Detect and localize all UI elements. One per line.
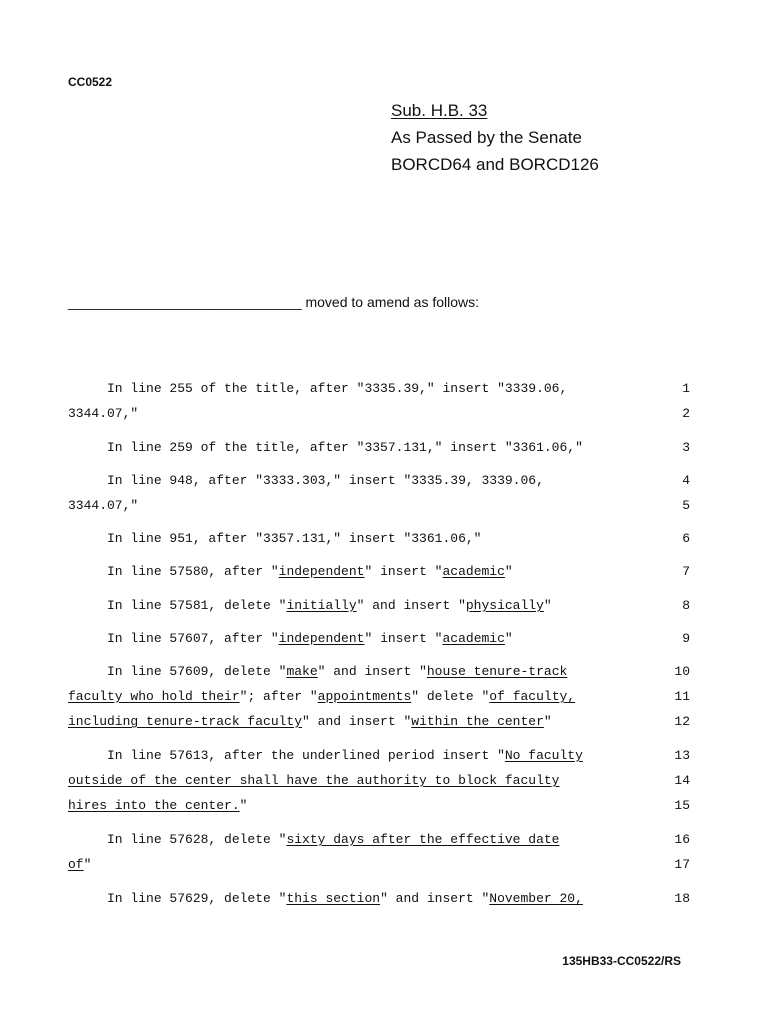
amendment-line-9 [68, 631, 513, 646]
line-number: 17 [674, 857, 690, 872]
line-text: 3344.07," [68, 406, 139, 421]
footer-document-code: 135HB33-CC0522/RS [562, 954, 681, 968]
line-number: 1 [682, 381, 690, 396]
amendment-line-16 [68, 832, 559, 847]
line-number: 5 [682, 498, 690, 513]
amendment-line-5 [68, 498, 138, 513]
amendment-line-13 [68, 748, 583, 763]
line-text: " insert " [364, 631, 443, 646]
underlined-text: independent [278, 631, 365, 646]
line-text: " and insert " [380, 891, 490, 906]
amendment-line-1 [68, 381, 567, 396]
underlined-text: independent [278, 564, 365, 579]
line-text: In line 57609, delete " [68, 664, 287, 679]
underlined-text: this section [286, 891, 381, 906]
underlined-text: physically [465, 598, 544, 613]
line-number: 9 [682, 631, 690, 646]
amendment-line-2 [68, 406, 138, 421]
line-number: 13 [674, 748, 690, 763]
line-number: 14 [674, 773, 690, 788]
underlined-text: No faculty [504, 748, 583, 763]
amendment-line-6 [68, 531, 481, 546]
line-number: 11 [674, 689, 690, 704]
line-text: " [543, 598, 552, 613]
line-text: " and insert " [317, 664, 427, 679]
line-text: In line 57581, delete " [68, 598, 287, 613]
line-number: 7 [682, 564, 690, 579]
line-number: 4 [682, 473, 690, 488]
underlined-text: house tenure-track [426, 664, 568, 679]
line-text: " [543, 714, 552, 729]
amendment-line-3 [68, 440, 583, 455]
line-number: 6 [682, 531, 690, 546]
amendment-line-12 [68, 714, 552, 729]
amendment-line-10 [68, 664, 567, 679]
line-text: " and insert " [356, 598, 466, 613]
underlined-text: academic [442, 564, 505, 579]
mover-text: moved to amend as follows: [301, 294, 480, 310]
underlined-text: within the center [411, 714, 544, 729]
line-text: 3344.07," [68, 498, 139, 513]
underlined-text: appointments [317, 689, 412, 704]
underlined-text: including tenure-track faculty [68, 714, 303, 729]
line-text: " [504, 564, 513, 579]
line-number: 15 [674, 798, 690, 813]
amendment-line-8 [68, 598, 552, 613]
line-text: In line 57580, after " [68, 564, 279, 579]
underlined-text: hires into the center. [68, 798, 240, 813]
underlined-text: initially [286, 598, 357, 613]
line-text: "; after " [239, 689, 318, 704]
line-text: " [83, 857, 92, 872]
line-number: 2 [682, 406, 690, 421]
underlined-text: of faculty, [489, 689, 576, 704]
underlined-text: make [286, 664, 318, 679]
mover-name-blank: ______________________________ [68, 294, 302, 310]
amendment-line-15 [68, 798, 247, 813]
mover-statement [68, 294, 479, 310]
line-text: In line 57607, after " [68, 631, 279, 646]
line-number: 18 [674, 891, 690, 906]
amendment-line-17 [68, 857, 91, 872]
line-text: In line 948, after "3333.303," insert "3335.39, 3339.06, [68, 473, 544, 488]
line-text: In line 951, after "3357.131," insert "3361.06," [68, 531, 482, 546]
underlined-text: faculty who hold their [68, 689, 240, 704]
line-text: In line 57629, delete " [68, 891, 287, 906]
line-text: " insert " [364, 564, 443, 579]
line-text: In line 259 of the title, after "3357.131," insert "3361.06," [68, 440, 583, 455]
amendment-line-4 [68, 473, 544, 488]
bill-header [391, 97, 599, 178]
line-text: In line 57613, after the underlined period insert " [68, 748, 505, 763]
bill-number: Sub. H.B. 33 [391, 101, 488, 120]
line-text: In line 255 of the title, after "3335.39," insert "3339.06, [68, 381, 568, 396]
line-text: " [239, 798, 248, 813]
bill-status: As Passed by the Senate [391, 128, 582, 147]
line-text: " [504, 631, 513, 646]
amendment-line-18 [68, 891, 583, 906]
underlined-text: academic [442, 631, 505, 646]
line-text: " and insert " [302, 714, 412, 729]
underlined-text: sixty days after the effective date [286, 832, 560, 847]
line-number: 10 [674, 664, 690, 679]
document-id: CC0522 [68, 75, 113, 89]
line-text: In line 57628, delete " [68, 832, 287, 847]
underlined-text: of [68, 857, 84, 872]
amendment-line-14 [68, 773, 559, 788]
underlined-text: outside of the center shall have the authority to block faculty [68, 773, 560, 788]
line-number: 16 [674, 832, 690, 847]
line-text: " delete " [411, 689, 490, 704]
line-number: 12 [674, 714, 690, 729]
line-number: 3 [682, 440, 690, 455]
amendment-codes: BORCD64 and BORCD126 [391, 155, 599, 174]
underlined-text: November 20, [489, 891, 583, 906]
amendment-line-7 [68, 564, 513, 579]
line-number: 8 [682, 598, 690, 613]
amendment-line-11 [68, 689, 575, 704]
